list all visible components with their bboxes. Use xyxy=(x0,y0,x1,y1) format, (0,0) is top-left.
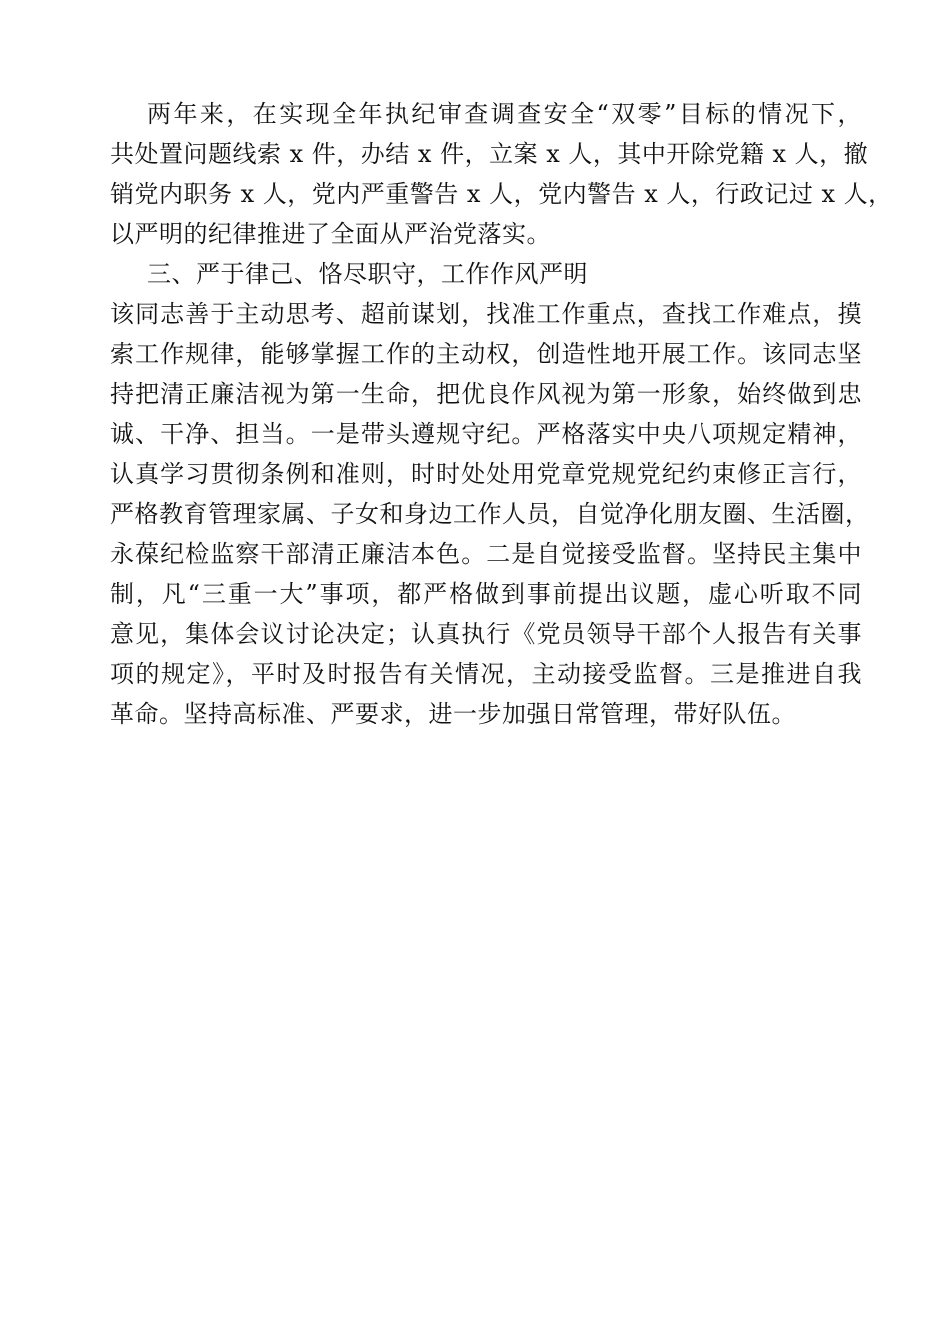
text-line: 认真学习贯彻条例和准则，时时处处用党章党规党纪约束修正言行， xyxy=(110,460,862,488)
text-line: 以严明的纪律推进了全面从严治党落实。 xyxy=(110,220,551,248)
text-line: 制，凡“三重一大”事项，都严格做到事前提出议题，虚心听取不同 xyxy=(110,580,862,608)
text-line: 两年来，在实现全年执纪审查调查安全“双零”目标的情况下， xyxy=(147,100,862,128)
text-line: 革命。坚持高标准、严要求，进一步加强日常管理，带好队伍。 xyxy=(110,700,796,728)
text-line: 共处置问题线索 x 件，办结 x 件，立案 x 人，其中开除党籍 x 人，撤 xyxy=(110,140,869,168)
text-line: 永葆纪检监察干部清正廉洁本色。二是自觉接受监督。坚持民主集中 xyxy=(110,540,862,568)
text-line: 持把清正廉洁视为第一生命，把优良作风视为第一形象，始终做到忠 xyxy=(110,380,862,408)
text-line: 该同志善于主动思考、超前谋划，找准工作重点，查找工作难点，摸 xyxy=(110,300,862,328)
text-line: 销党内职务 x 人，党内严重警告 x 人，党内警告 x 人，行政记过 x 人， xyxy=(110,180,893,208)
paragraph-case-statistics xyxy=(110,94,893,254)
text-line: 意见，集体会议讨论决定；认真执行《党员领导干部个人报告有关事 xyxy=(110,620,862,648)
text-line: 严格教育管理家属、子女和身边工作人员，自觉净化朋友圈、生活圈， xyxy=(110,500,870,528)
text-line: 诚、干净、担当。一是带头遵规守纪。严格落实中央八项规定精神， xyxy=(110,420,862,448)
text-line: 项的规定》，平时及时报告有关情况，主动接受监督。三是推进自我 xyxy=(110,660,862,688)
document-body xyxy=(110,94,893,734)
text-line: 索工作规律，能够掌握工作的主动权，创造性地开展工作。该同志坚 xyxy=(110,340,862,368)
paragraph-work-style xyxy=(110,294,870,734)
section-heading: 三、严于律己、恪尽职守，工作作风严明 xyxy=(147,260,588,288)
